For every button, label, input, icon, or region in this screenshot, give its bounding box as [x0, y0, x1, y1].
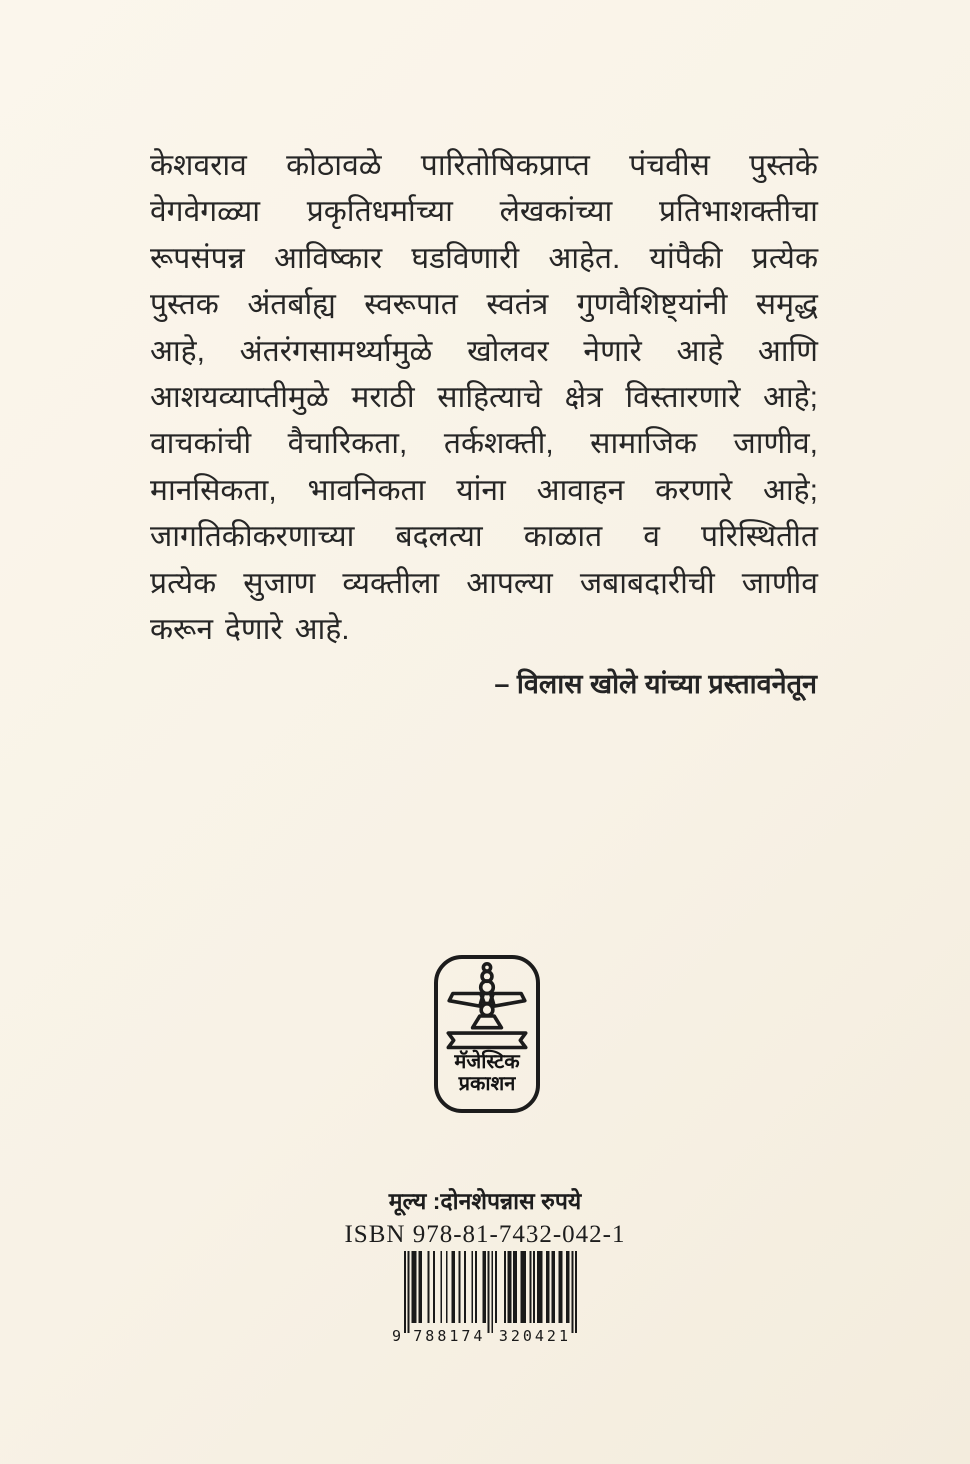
blurb-word: करून [150, 612, 213, 646]
blurb-line [150, 421, 818, 467]
blurb-word: पारितोषिकप्राप्त [420, 149, 590, 182]
blurb-line [150, 189, 818, 235]
blurb-word: देणारे [225, 612, 283, 646]
blurb-word: यांपैकी [649, 241, 723, 275]
blurb-word: तर्कशक्ती, [443, 427, 554, 461]
blurb-word: वाचकांची [150, 427, 252, 461]
back-cover-blurb [150, 143, 818, 653]
publisher-name-line1: मॅजेस्टिक [454, 1051, 520, 1073]
blurb-word: स्वतंत्र [486, 288, 549, 322]
blurb-word: परिस्थितीत [700, 520, 818, 554]
svg-text:788174: 788174 [413, 1327, 483, 1345]
blurb-word: आणि [757, 334, 818, 368]
blurb-line [150, 468, 818, 514]
blurb-line [150, 561, 818, 607]
price-text: मूल्य :दोनशेपन्नास रुपये [388, 1188, 582, 1214]
blurb-word: आहे; [763, 380, 818, 414]
blurb-word: पुस्तके [749, 149, 818, 182]
samai-lamp-icon [442, 961, 532, 1053]
blurb-word: समृद्ध [755, 288, 818, 322]
blurb-line [150, 375, 818, 421]
blurb-word: पुस्तक [150, 288, 219, 322]
blurb-word: जाणीव, [733, 427, 818, 461]
blurb-word: आवाहन [536, 473, 625, 507]
blurb-word: व्यक्तीला [342, 566, 440, 600]
blurb-word: प्रत्येक [751, 241, 818, 275]
blurb-word: वेगवेगळ्या [150, 195, 261, 229]
blurb-word: जागतिकीकरणाच्या [150, 520, 355, 554]
blurb-word: केशवराव [150, 149, 247, 182]
blurb-word: जाणीव [741, 566, 818, 600]
blurb-word: खोलवर [467, 334, 549, 368]
blurb-word: आहे. [294, 612, 350, 646]
blurb-word: आहेत. [548, 241, 621, 275]
blurb-word: कोठावळे [286, 149, 382, 182]
blurb-line [150, 514, 818, 560]
blurb-word: करणारे [655, 473, 733, 507]
isbn-barcode [392, 1251, 578, 1352]
publisher-name [454, 1051, 519, 1095]
blurb-word: नेणारे [583, 334, 642, 368]
blurb-word: साहित्याचे [437, 380, 542, 414]
svg-text:320421: 320421 [498, 1327, 568, 1345]
blurb-word: पंचवीस [629, 149, 710, 182]
publisher-name-line2: प्रकाशन [458, 1073, 516, 1095]
blurb-word: प्रतिभाशक्तीचा [658, 195, 818, 229]
blurb-line [150, 329, 818, 375]
blurb-word: आहे [676, 334, 724, 368]
blurb-word: मराठी [351, 380, 415, 414]
publisher-logo [434, 955, 540, 1113]
blurb-word: आहे, [150, 334, 205, 368]
svg-text:9: 9 [392, 1327, 402, 1345]
blurb-word: गुणवैशिष्ट्यांनी [576, 288, 728, 322]
blurb-word: विस्तारणारे [625, 380, 741, 414]
blurb-line [150, 143, 818, 189]
blurb-attribution: – विलास खोले यांच्या प्रस्तावनेतून [494, 669, 817, 699]
blurb-word: जबाबदारीची [579, 566, 715, 600]
blurb-word: आविष्कार [273, 241, 383, 275]
blurb-word: काळात [523, 520, 603, 554]
blurb-word: व [643, 520, 660, 554]
blurb-word: भावनिकता [307, 473, 426, 507]
isbn-text: ISBN 978-81-7432-042-1 [344, 1221, 626, 1248]
blurb-word: अंतर्बाह्य [247, 288, 336, 322]
blurb-word: सुजाण [243, 566, 316, 600]
blurb-word: अंतरंगसामर्थ्यामुळे [239, 334, 433, 368]
blurb-word: प्रत्येक [150, 566, 217, 600]
blurb-word: सामाजिक [590, 427, 698, 461]
blurb-line [150, 607, 818, 653]
blurb-word: रूपसंपन्न [150, 241, 245, 275]
blurb-word: लेखकांच्या [499, 195, 613, 229]
blurb-word: आहे; [763, 473, 818, 507]
blurb-word: मानसिकता, [150, 473, 277, 507]
blurb-word: बदलत्या [395, 520, 483, 554]
blurb-word: वैचारिकता, [287, 427, 408, 461]
blurb-word: आशयव्याप्तीमुळे [150, 380, 329, 414]
blurb-line [150, 282, 818, 328]
barcode-image [392, 1251, 578, 1347]
blurb-word: क्षेत्र [564, 380, 603, 414]
blurb-word: स्वरूपात [364, 288, 458, 322]
blurb-word: यांना [456, 473, 506, 507]
blurb-word: प्रकृतिधर्माच्या [306, 195, 453, 229]
blurb-line [150, 236, 818, 282]
blurb-word: आपल्या [466, 566, 553, 600]
blurb-word: घडविणारी [411, 241, 520, 275]
